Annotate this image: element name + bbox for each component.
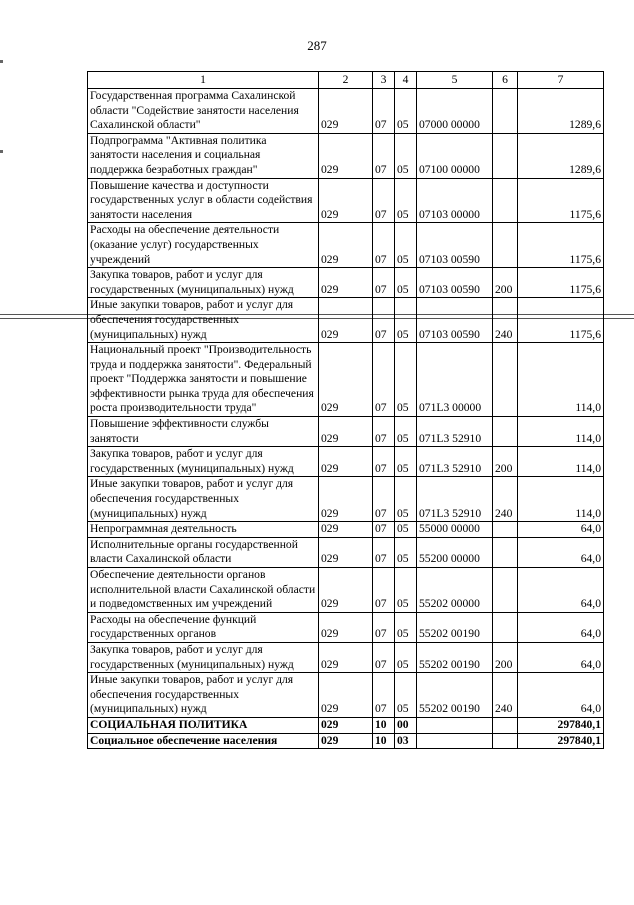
row-section-code: 07 [373, 268, 395, 298]
row-name: Повышение качества и доступности государственных услуг в области содействия занятости населения [88, 178, 319, 223]
row-subsection-code: 00 [395, 717, 417, 733]
row-target-code: 071L3 52910 [417, 447, 493, 477]
row-section-code: 07 [373, 612, 395, 642]
row-expense-type-code [493, 733, 518, 749]
row-expense-type-code: 240 [493, 298, 518, 343]
row-subsection-code: 05 [395, 612, 417, 642]
row-subsection-code: 05 [395, 568, 417, 613]
row-amount: 1289,6 [518, 133, 604, 178]
row-amount: 64,0 [518, 522, 604, 538]
row-ministry-code: 029 [319, 133, 373, 178]
table-row [88, 522, 604, 538]
page-number: 287 [307, 38, 327, 53]
row-target-code: 071L3 52910 [417, 477, 493, 522]
row-subsection-code: 05 [395, 642, 417, 672]
row-section-code: 07 [373, 343, 395, 417]
column-header: 7 [518, 72, 604, 89]
row-section-code: 07 [373, 89, 395, 134]
row-ministry-code: 029 [319, 612, 373, 642]
table-row [88, 89, 604, 134]
row-ministry-code: 029 [319, 717, 373, 733]
row-target-code: 07103 00000 [417, 178, 493, 223]
row-name: Закупка товаров, работ и услуг для государственных (муниципальных) нужд [88, 268, 319, 298]
row-section-code: 07 [373, 133, 395, 178]
row-section-code: 07 [373, 417, 395, 447]
row-expense-type-code: 200 [493, 268, 518, 298]
row-amount: 1289,6 [518, 89, 604, 134]
row-target-code: 07103 00590 [417, 223, 493, 268]
row-name: Иные закупки товаров, работ и услуг для обеспечения государственных (муниципальных) нужд [88, 673, 319, 718]
column-header: 4 [395, 72, 417, 89]
row-name: Подпрограмма "Активная политика занятости населения и социальная поддержка безработных граждан" [88, 133, 319, 178]
row-section-code: 10 [373, 717, 395, 733]
row-ministry-code: 029 [319, 522, 373, 538]
row-ministry-code: 029 [319, 733, 373, 749]
row-subsection-code: 05 [395, 537, 417, 567]
row-amount: 114,0 [518, 477, 604, 522]
row-section-code: 07 [373, 642, 395, 672]
row-expense-type-code: 240 [493, 477, 518, 522]
row-name: Непрограммная деятельность [88, 522, 319, 538]
row-target-code: 55202 00190 [417, 673, 493, 718]
row-amount: 114,0 [518, 447, 604, 477]
row-expense-type-code [493, 343, 518, 417]
table-row [88, 612, 604, 642]
row-expense-type-code [493, 537, 518, 567]
row-subsection-code: 05 [395, 343, 417, 417]
row-ministry-code: 029 [319, 537, 373, 567]
row-expense-type-code [493, 89, 518, 134]
row-section-code: 07 [373, 477, 395, 522]
row-name: Расходы на обеспечение функций государственных органов [88, 612, 319, 642]
row-subsection-code: 05 [395, 477, 417, 522]
row-expense-type-code [493, 522, 518, 538]
row-subsection-code: 05 [395, 447, 417, 477]
row-subsection-code: 05 [395, 673, 417, 718]
column-header: 5 [417, 72, 493, 89]
row-target-code: 55000 00000 [417, 522, 493, 538]
row-target-code: 071L3 00000 [417, 343, 493, 417]
row-target-code: 07103 00590 [417, 298, 493, 343]
row-target-code: 071L3 52910 [417, 417, 493, 447]
row-ministry-code: 029 [319, 477, 373, 522]
row-target-code [417, 733, 493, 749]
column-header: 3 [373, 72, 395, 89]
table-row [88, 223, 604, 268]
row-amount: 114,0 [518, 343, 604, 417]
row-ministry-code: 029 [319, 223, 373, 268]
row-ministry-code: 029 [319, 89, 373, 134]
column-header: 2 [319, 72, 373, 89]
row-amount: 297840,1 [518, 717, 604, 733]
table-row [88, 447, 604, 477]
row-expense-type-code: 200 [493, 642, 518, 672]
row-name: Исполнительные органы государственной власти Сахалинской области [88, 537, 319, 567]
row-ministry-code: 029 [319, 447, 373, 477]
row-section-code: 07 [373, 447, 395, 477]
row-section-code: 07 [373, 178, 395, 223]
row-expense-type-code [493, 568, 518, 613]
row-section-code: 10 [373, 733, 395, 749]
row-ministry-code: 029 [319, 417, 373, 447]
row-expense-type-code: 240 [493, 673, 518, 718]
row-section-code: 07 [373, 298, 395, 343]
row-target-code: 55202 00000 [417, 568, 493, 613]
row-ministry-code: 029 [319, 268, 373, 298]
row-section-code: 07 [373, 522, 395, 538]
row-expense-type-code [493, 717, 518, 733]
row-target-code: 07100 00000 [417, 133, 493, 178]
row-name: Государственная программа Сахалинской области "Содействие занятости населения Сахалинской области" [88, 89, 319, 134]
row-amount: 64,0 [518, 568, 604, 613]
row-expense-type-code [493, 417, 518, 447]
row-expense-type-code [493, 178, 518, 223]
table-row [88, 298, 604, 343]
scan-edge-mark [0, 60, 3, 63]
row-amount: 297840,1 [518, 733, 604, 749]
row-ministry-code: 029 [319, 673, 373, 718]
row-name: Иные закупки товаров, работ и услуг для обеспечения государственных (муниципальных) нужд [88, 298, 319, 343]
row-subsection-code: 05 [395, 223, 417, 268]
row-expense-type-code [493, 612, 518, 642]
table-row [88, 133, 604, 178]
row-amount: 64,0 [518, 537, 604, 567]
row-subsection-code: 05 [395, 417, 417, 447]
table-body [88, 89, 604, 749]
table-row [88, 178, 604, 223]
row-name: СОЦИАЛЬНАЯ ПОЛИТИКА [88, 717, 319, 733]
row-amount: 64,0 [518, 642, 604, 672]
row-target-code: 55202 00190 [417, 642, 493, 672]
row-target-code: 07103 00590 [417, 268, 493, 298]
row-amount: 1175,6 [518, 298, 604, 343]
row-subsection-code: 05 [395, 133, 417, 178]
row-subsection-code: 05 [395, 268, 417, 298]
table-row [88, 733, 604, 749]
column-header: 6 [493, 72, 518, 89]
row-target-code: 07000 00000 [417, 89, 493, 134]
table-row [88, 537, 604, 567]
row-amount: 1175,6 [518, 178, 604, 223]
row-amount: 114,0 [518, 417, 604, 447]
row-section-code: 07 [373, 223, 395, 268]
row-amount: 64,0 [518, 612, 604, 642]
table-header-row [88, 72, 604, 89]
row-ministry-code: 029 [319, 343, 373, 417]
table-row [88, 717, 604, 733]
column-header: 1 [88, 72, 319, 89]
row-amount: 1175,6 [518, 268, 604, 298]
row-section-code: 07 [373, 537, 395, 567]
row-name: Обеспечение деятельности органов исполнительной власти Сахалинской области и подведомственных им учреждений [88, 568, 319, 613]
row-target-code: 55200 00000 [417, 537, 493, 567]
table-row [88, 343, 604, 417]
row-name: Закупка товаров, работ и услуг для государственных (муниципальных) нужд [88, 642, 319, 672]
row-name: Социальное обеспечение населения [88, 733, 319, 749]
row-target-code: 55202 00190 [417, 612, 493, 642]
row-name: Иные закупки товаров, работ и услуг для обеспечения государственных (муниципальных) нужд [88, 477, 319, 522]
row-expense-type-code [493, 133, 518, 178]
row-section-code: 07 [373, 568, 395, 613]
row-subsection-code: 05 [395, 522, 417, 538]
table-row [88, 268, 604, 298]
row-expense-type-code [493, 223, 518, 268]
row-ministry-code: 029 [319, 178, 373, 223]
scan-edge-mark [0, 150, 3, 153]
row-name: Национальный проект "Производительность труда и поддержка занятости". Федеральный проект "Поддержка занятости и повышение эффективности рынка труда для обеспечения роста производительности труда" [88, 343, 319, 417]
budget-table [87, 71, 604, 749]
row-amount: 1175,6 [518, 223, 604, 268]
row-ministry-code: 029 [319, 298, 373, 343]
row-subsection-code: 05 [395, 178, 417, 223]
row-subsection-code: 05 [395, 89, 417, 134]
table-row [88, 477, 604, 522]
table-row [88, 642, 604, 672]
row-section-code: 07 [373, 673, 395, 718]
row-subsection-code: 05 [395, 298, 417, 343]
row-expense-type-code: 200 [493, 447, 518, 477]
row-name: Повышение эффективности службы занятости [88, 417, 319, 447]
row-ministry-code: 029 [319, 568, 373, 613]
row-amount: 64,0 [518, 673, 604, 718]
table-row [88, 417, 604, 447]
row-name: Расходы на обеспечение деятельности (оказание услуг) государственных учреждений [88, 223, 319, 268]
table-row [88, 673, 604, 718]
row-name: Закупка товаров, работ и услуг для государственных (муниципальных) нужд [88, 447, 319, 477]
row-subsection-code: 03 [395, 733, 417, 749]
row-target-code [417, 717, 493, 733]
row-ministry-code: 029 [319, 642, 373, 672]
table-row [88, 568, 604, 613]
